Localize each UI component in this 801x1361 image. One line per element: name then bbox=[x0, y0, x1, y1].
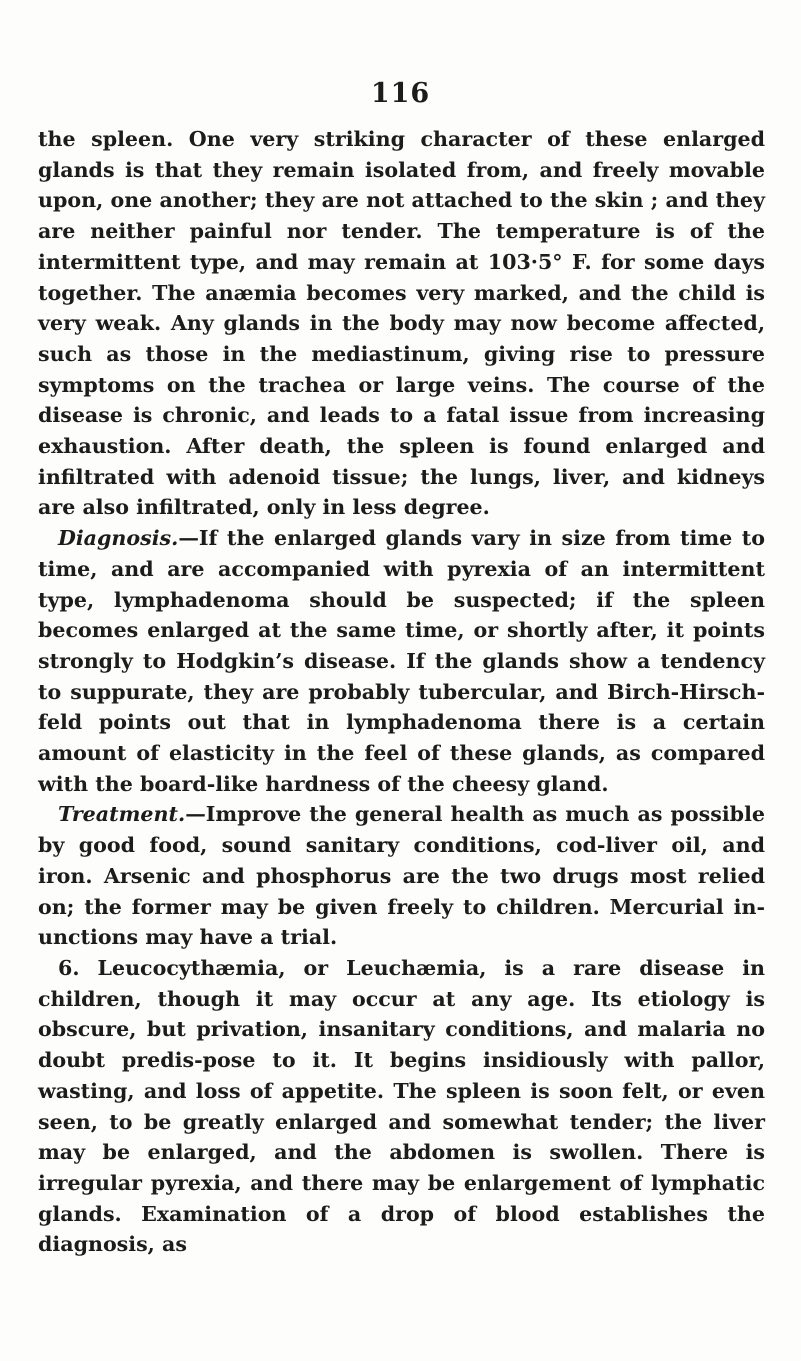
paragraph-diagnosis bbox=[38, 523, 765, 799]
diagnosis-heading: Diagnosis. bbox=[58, 526, 179, 551]
paragraph-treatment bbox=[38, 799, 765, 953]
body-text bbox=[38, 124, 765, 1260]
paragraph-leucocythaemia: 6. Leucocythæmia, or Leuchæmia, is a rare disease in children, though it may occur at any age. Its etiology is obscure, but privation, insanitary conditions, and malaria no doubt predis-pose to it. It begins insidiously with pallor, wasting, and loss of appetite. The spleen is soon felt, or even seen, to be greatly enlarged and somewhat tender; the liver may be enlarged, and the abdomen is swollen. There is irregular pyrexia, and there may be enlargement of lymphatic glands. Examination of a drop of blood establishes the diagnosis, as bbox=[38, 955, 765, 1257]
treatment-heading: Treatment. bbox=[58, 802, 186, 827]
page-number: 116 bbox=[370, 78, 431, 109]
paragraph-spleen-description: the spleen. One very striking character of these enlarged glands is that they remain isolated from, and freely movable upon, one another; they are not attached to the skin ; and they are neither painful nor tender. The temperature is of the intermittent type, and may remain at 103·5° F. for some days together. The anæmia becomes very marked, and the child is very weak. Any glands in the body may now become affected, such as those in the mediastinum, giving rise to pressure symptoms on the trachea or large veins. The course of the disease is chronic, and leads to a fatal issue from increasing exhaustion. After death, the spleen is found enlarged and infiltrated with adenoid tissue; the lungs, liver, and kidneys are also infiltrated, only in less degree. bbox=[38, 127, 765, 520]
treatment-text: —Improve the general health as much as possible by good food, sound sanitary conditions, cod-liver oil, and iron. Arsenic and phosphorus are the two drugs most relied on; the former may be given freely to children. Mercurial in-unctions may have a trial. bbox=[38, 802, 765, 950]
diagnosis-text: —If the enlarged glands vary in size from time to time, and are accompanied with pyrexia of an intermittent type, lymphadenoma should be suspected; if the spleen becomes enlarged at the same time, or shortly after, it points strongly to Hodgkin’s disease. If the glands show a tendency to suppurate, they are probably tubercular, and Birch-Hirsch-feld points out that in lymphadenoma there is a certain amount of elasticity in the feel of these glands, as compared with the board-like hardness of the cheesy gland. bbox=[38, 526, 765, 796]
